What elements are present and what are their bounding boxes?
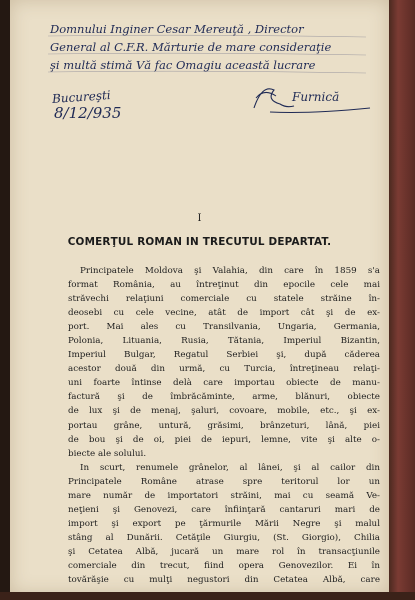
inscription-line-3: şi multă stimă Vă fac Omagiu această lucrare [50,58,316,72]
text-line: portau grâne, untură, grăsimi, brânzeturi, lână, piei [68,420,380,431]
paper-page [10,0,389,594]
inscription-underline-icon [46,34,376,74]
text-line: Imperiul Bulgar, Regatul Serbiei şi, după căderea [68,350,380,361]
text-line: import şi export pe ţărmurile Mării Negre şi malul [68,518,380,529]
text-line: Principatele Române atrase spre teritorul lor un [68,476,380,487]
chapter-title: COMERŢUL ROMAN IN TRECUTUL DEPARTAT. [67,236,332,248]
chapter-number: I [197,213,202,224]
text-line: acestor două din urmă, cu Turcia, întreţineau relaţi- [68,364,380,375]
text-line: străvechi relaţiuni comerciale cu statele străine în- [68,294,380,305]
text-line: uni foarte întinse delà care importau obiecte de manu- [68,378,380,389]
text-line: Principatele Moldova şi Valahia, din care în 1859 s'a [80,266,380,276]
text-line: In scurt, renumele grânelor, al lânei, şi al cailor din [80,462,380,473]
body-text [68,264,380,587]
book-bottom-edge [0,592,415,600]
text-line: deosebi cu cele vecine, atât de import cât şi de ex- [68,308,380,319]
text-line: neţieni şi Genovezi, care înfiinţară cantaruri mari de [68,504,380,515]
text-line: comerciale din trecut, fiind opera Genovezilor. Ei în [68,560,380,571]
text-line: biecte ale solului. [68,448,147,459]
text-line: format România, au întreţinut din epocile cele mai [68,280,380,291]
text-line: Polonia, Lituania, Rusia, Tătania, Imperiul Bizantin, [68,336,380,347]
text-line: tovărăşie cu mulţi negustori din Cetatea Albă, care [68,575,380,586]
text-line: mare număr de importatori străini, mai cu seamă Ve- [68,490,380,501]
text-line: port. Mai ales cu Transilvania, Ungaria, Germania, [68,322,380,333]
inscription-date: 8/12/935 [54,104,122,122]
inscription-line-1: Domnului Inginer Cesar Mereuţă , Director [50,22,304,36]
inscription-place: Bucureşti [51,87,112,107]
signature-name: Furnică [292,90,340,104]
text-line: factură şi de îmbrăcăminte, arme, blănuri, obiecte [68,392,380,403]
inscription-line-2: General al C.F.R. Mărturie de mare consideraţie [50,40,332,54]
signature [250,78,380,122]
text-line: şi Cetatea Albă, jucară un mare rol în transacţiunile [68,546,380,557]
book-cover-edge [389,0,415,600]
text-line: de lux şi de menaj, şaluri, covoare, mobile, etc., şi ex- [68,406,380,417]
text-line: stâng al Dunării. Cetăţile Giurgiu, (St. Giorgio), Chilia [68,532,380,543]
text-line: de bou şi de oi, piei de iepuri, lemne, vite şi alte o- [68,434,380,445]
